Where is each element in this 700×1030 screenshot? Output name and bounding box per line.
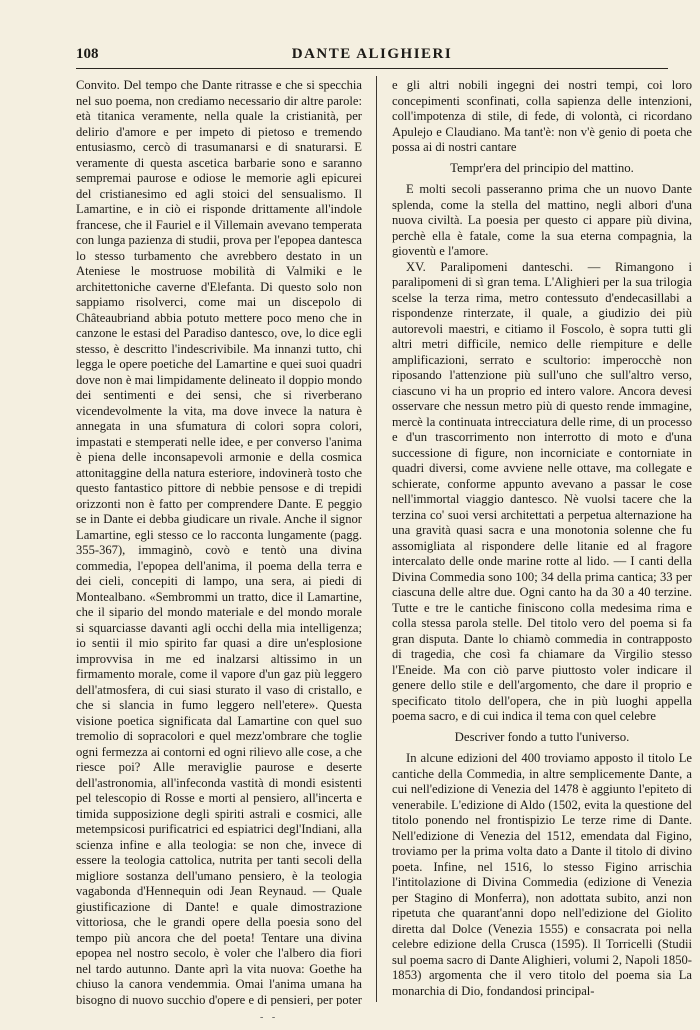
right-paragraph-intro: e gli altri nobili ingegni dei nostri tempi, coi loro concepimenti sconfinati, colla sapienza delle intenzioni, coll'impotenza di stile, di fede, di volontà, ci ricordano Apulejo e Claudiano. Ma tant'è: non v'è genio di poeta che possa ai di nostri cantare (392, 78, 692, 154)
left-column (76, 78, 362, 1006)
verse-quote-mattino: Tempr'era del principio del mattino. (450, 160, 634, 175)
right-paragraph-paralipomeni: XV. Paralipomeni danteschi. — Rimangono i paralipomeni di sì gran tema. L'Alighieri per la sua trilogia scelse la terza rima, metro contessuto d'endecasillabi a rispondenze rinterzate, il quale, a giudizio dei più autorevoli maestri, e citiamo il Foscolo, è sopra tutti gli altri metri difficile, nemico delle riempiture e delle amplificazioni, serrato e scultorio: imperocchè non riposando l'attenzione più sull'uno che sull'altro verso, ciascuno vi ha un proprio ed intero valore. Ancora devesi osservare che nessun metro più di questo rende immagine, mercè la continuata intrecciatura delle rime, di un processo e d'un trascorrimento non interrotto di moto e d'una successione di figure, non incorniciate e contorniate in quadri diversi, come avviene nelle ottave, ma collegate e schierate, conforme appunto avevano a passar le cose nell'immortal viaggio dantesco. Nè vuolsi tacere che la terzina co' suoi versi architettati a perpetua alternazione ha una gravità quasi sacra e una monotonia solenne che fu assomigliata al rispondere delle litanie ed al fragore intercalato delle onde marine rotte al lido. — I canti della Divina Commedia sono 100; 34 della prima cantica; 33 per ciascuna delle altre due. Ogni canto ha da 30 a 40 terzine. Tutte e tre le cantiche finiscono colla medesima rima e colla stessa parola stelle. Del titolo vero del poema si fa gran disputa. Dante lo chiamò commedia in contrapposto di tragedia, che così fa chiamare da Virgilio stesso l'Eneide. Ma con ciò parve piuttosto voler indicare il genere dello stile e dell'argomento, che dare il proprio e specificato titolo dell'opera, che in più luoghi appella poema sacro, e di cui indica il tema con quel celebre (392, 259, 692, 723)
running-title: DANTE ALIGHIERI (291, 46, 453, 62)
page-header (76, 44, 668, 69)
right-column (392, 78, 692, 1006)
verse-quote-universo: Descriver fondo a tutto l'universo. (454, 729, 630, 744)
left-paragraph: Convito. Del tempo che Dante ritrasse e che si specchia nel suo poema, non crediamo necessario dir altre parole: età titanica veramente, nella quale la cristianità, per delirio d'amore e per impeto di pietoso e tremendo entusiasmo, cercò di trasumanarsi e di snaturarsi. E veramente di questa ascetica barbarie sono e saranno sempremai paurose e odiose le memorie agli epicurei del cristianesimo ed agli stoici del sensualismo. Il Lamartine, e in ciò ei risponde drittamente all'indole francese, che il Fauriel e il Villemain avevano temperata con lunga pazienza di studii, prova per l'epopea dantesca lo stesso turbamento che avrebbero destato in un Ateniese le mostruose mobilità di Valmiki e le architettoniche caverne d'Elefanta. Di questo solo non sappiamo risolverci, come mai un discepolo di Châteaubriand abbia potuto mettere poco meno che in canzone le estasi del Paradiso dantesco, ove, lo dice egli stesso, è descritto l'indescrivibile. Ma innanzi tutto, chi legga le opere poetiche del Lamartine e quei suoi quadri dove non è mai limpidamente delineato il doppio mondo dei sentimenti e dei sensi, che si riverberano vicendevolmente la vita, ma dove invece la natura è annegata in una sfumatura di colori sopra colori, impastati e stemperati nelle idee, e per converso l'anima è piena delle inconsapevoli armonie e della cosmica attonitaggine della natura esteriore, indovinerà tosto che questo fantastico pittore di nebbie pensose e di trepidi orizzonti non è fatto per comprendere Dante. E peggio se in Dante ei debba giudicare un rivale. Anche il signor Lamartine, egli stesso ce lo racconta lungamente (pagg. 355-367), immaginò, covò e tentò una divina commedia, l'epopea dell'anima, il poema della terra e dei cieli, concepiti di lampo, una sera, ai piedi di Montealbano. «Sembrommi un tratto, dice il Lamartine, che il sipario del mondo materiale e del mondo morale si squarciasse davanti agli occhi della mia intelligenza; io sentii il mio spirito far quasi a dire un'esplosione improvvisa in me ed inalzarsi altissimo in un firmamento morale, come il vapore d'un gaz più leggero dell'atmosfera, di cui siasi sturato il vaso di cristallo, e che si slancia in fumo leggero nell'etere». Questa visione poetica significata dal Lamartine con quel suo tremolio di sopracolori e quel mezz'ombrare che toglie ogni fermezza ai contorni ed ogni rilievo alle cose, a che riesce poi? Alle meraviglie paurose e deserte dell'astronomia, all'infeconda vastità di mondi esistenti pel telescopio di Rosse e morti al pensiero, all'incerta e timida supposizione degli spiriti astrali e cosmici, alle metempsicosi purificatrici ed espiatrici degl'Indiani, alla scienza infine e alla teologia: se non che, invece di essere la teologia cattolica, nutrita per tanti secoli della migliore sostanza dell'umano pensiero, è la teologia vagabonda d'Hennequin odi Jean Reynaud. — Quale giustificazione di Dante! e quale dimostrazione vittoriosa, che le grandi opere della poesia sono del tempo più ancora che del poeta! Tentare una divina epopea nel nostro secolo, è voler che l'albero dia fiori nel tardo autunno. Dante aprì la vita nuova: Goethe ha chiuso la canora vendemmia. Omai l'anima umana ha bisogno di nuovo succhio d'opere e di pensieri, per poter (76, 78, 362, 1006)
right-paragraph-edizioni: In alcune edizioni del 400 troviamo apposto il titolo Le cantiche della Commedia, in altre semplicemente Dante, a cui nell'edizione di Venezia del 1478 è aggiunto l'epiteto di venerabile. L'edizione di Aldo (1502, evita la questione del titolo ponendo nel frontispizio Le terze rime di Dante. Nell'edizione di Venezia del 1512, emendata dal Figino, troviamo per la prima volta dato a Dante il titolo di divino poeta. Infine, nel 1516, lo stesso Figino arrischia l'intitolazione di Divina Commedia (edizione di Venezia per Stagino di Monferra), non adottata subito, anzi non ripetuta che quarant'anni dopo nell'edizione del Giolito diretta dal Dolce (Venezia 1555) e consacrata poi nella celebre edizione della Crusca (1595). Il Torricelli (Studii sul poema sacro di Dante Alighieri, volumi 2, Napoli 1850-1853) argomenta che il vero titolo del poema sia La monarchia di Dio, fondandosi principal- (392, 751, 692, 998)
page-number: 108 (76, 46, 99, 62)
column-divider (376, 76, 377, 1002)
right-paragraph-secoli: E molti secoli passeranno prima che un nuovo Dante splenda, come la stella del mattino, negli albori d'una nuova civiltà. La poesia per questo ci appare più divina, perchè ella è fatale, come la sua eterna compagnia, la gioventù e l'amore. (392, 182, 692, 258)
page-footer-mark: - - (260, 1012, 279, 1023)
